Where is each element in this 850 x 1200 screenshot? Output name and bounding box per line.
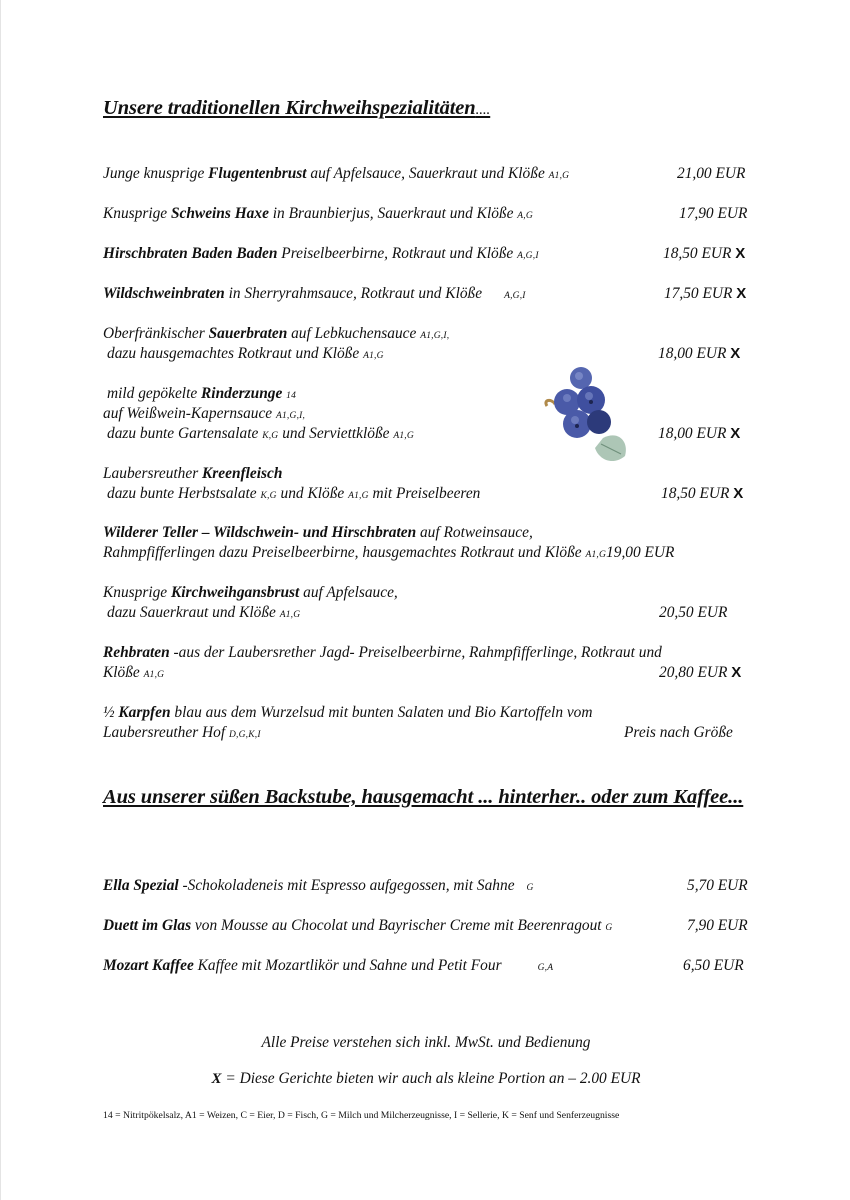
menu-item-rehbraten: Rehbraten -aus der Laubersrether Jagd- Preiselbeerbirne, Rahmpfifferlinge, Rotkraut und [103,644,662,661]
small-portion-mark: X [731,664,742,681]
blueberry-icon [541,360,631,470]
menu-item-rinderzunge-line3: dazu bunte Gartensalate K,G und Serviettklöße A1,G [107,425,414,442]
menu-item-sauerbraten: Oberfränkischer Sauerbraten auf Lebkuchensauce A1,G,I, [103,325,450,342]
menu-item-sauerbraten-line2: dazu hausgemachtes Rotkraut und Klöße A1,G [107,345,384,362]
price: 5,70 EUR [687,877,748,894]
allergen-legend: 14 = Nitritpökelsalz, A1 = Weizen, C = Eier, D = Fisch, G = Milch und Milcherzeugnisse, I = Sellerie, K = Senf und Senferzeugnisse [103,1110,620,1121]
price: 20,80 EUR X [659,664,742,681]
price: 18,50 EUR X [661,485,744,502]
menu-item-rinderzunge-line2: auf Weißwein-Kapernsauce A1,G,I, [103,405,306,422]
small-portion-mark: X [736,285,747,302]
section-heading-main-dishes: Unsere traditionellen Kirchweihspezialitäten.... [103,97,491,119]
price: 17,90 EUR [679,205,748,222]
price: 6,50 EUR [683,957,744,974]
menu-item-flugentenbrust: Junge knusprige Flugentenbrust auf Apfelsauce, Sauerkraut und Klöße A1,G [103,165,570,182]
menu-item-hirschbraten: Hirschbraten Baden Baden Preiselbeerbirne, Rotkraut und Klöße A,G,I [103,245,539,262]
section-heading-desserts: Aus unserer süßen Backstube, hausgemacht ... hinterher.. oder zum Kaffee... [103,786,744,808]
menu-item-wildschweinbraten: Wildschweinbraten in Sherryrahmsauce, Rotkraut und Klöße A,G,I [103,285,526,302]
small-portion-mark: X [730,345,741,362]
price: 7,90 EUR [687,917,748,934]
price: 21,00 EUR [677,165,746,182]
menu-item-karpfen-line2: Laubersreuther Hof D,G,K,I [103,724,261,741]
price: 18,00 EUR X [658,425,741,442]
menu-item-kirchweihgansbrust: Knusprige Kirchweihgansbrust auf Apfelsauce, [103,584,398,601]
menu-item-schweinshaxe: Knusprige Schweins Haxe in Braunbierjus, Sauerkraut und Klöße A,G [103,205,533,222]
price-note: Alle Preise verstehen sich inkl. MwSt. und Bedienung [261,1034,591,1051]
dessert-ella-spezial: Ella Spezial -Schokoladeneis mit Espresso aufgegossen, mit Sahne G [103,877,534,894]
price: 19,00 EUR [606,544,675,561]
price: 20,50 EUR [659,604,728,621]
dessert-mozart-kaffee: Mozart Kaffee Kaffee mit Mozartlikör und Sahne und Petit Four G,A [103,957,554,974]
menu-item-wilderer-teller-line2: Rahmpfifferlingen dazu Preiselbeerbirne, hausgemachtes Rotkraut und Klöße A1,G19,00 EUR [103,544,675,561]
small-portion-note: X = Diese Gerichte bieten wir auch als kleine Portion an – 2.00 EUR [211,1070,641,1087]
menu-item-kirchweihgansbrust-line2: dazu Sauerkraut und Klöße A1,G [107,604,301,621]
price: 18,50 EUR X [663,245,746,262]
menu-item-kreenfleisch-line2: dazu bunte Herbstsalate K,G und Klöße A1,G mit Preiselbeeren [107,485,481,502]
small-portion-mark: X [730,425,741,442]
menu-item-karpfen: ½ Karpfen blau aus dem Wurzelsud mit bunten Salaten und Bio Kartoffeln vom [103,704,593,721]
menu-item-rinderzunge: mild gepökelte Rinderzunge 14 [107,385,297,402]
dessert-duett-im-glas: Duett im Glas von Mousse au Chocolat und Bayrischer Creme mit Beerenragout G [103,917,613,934]
price: 17,50 EUR X [664,285,747,302]
price: Preis nach Größe [624,724,733,741]
price: 18,00 EUR X [658,345,741,362]
small-portion-mark: X [735,245,746,262]
small-portion-mark: X [733,485,744,502]
menu-item-wilderer-teller: Wilderer Teller – Wildschwein- und Hirschbraten auf Rotweinsauce, [103,524,533,541]
menu-item-rehbraten-line2: Klöße A1,G [103,664,165,681]
menu-item-kreenfleisch: Laubersreuther Kreenfleisch [103,465,283,482]
